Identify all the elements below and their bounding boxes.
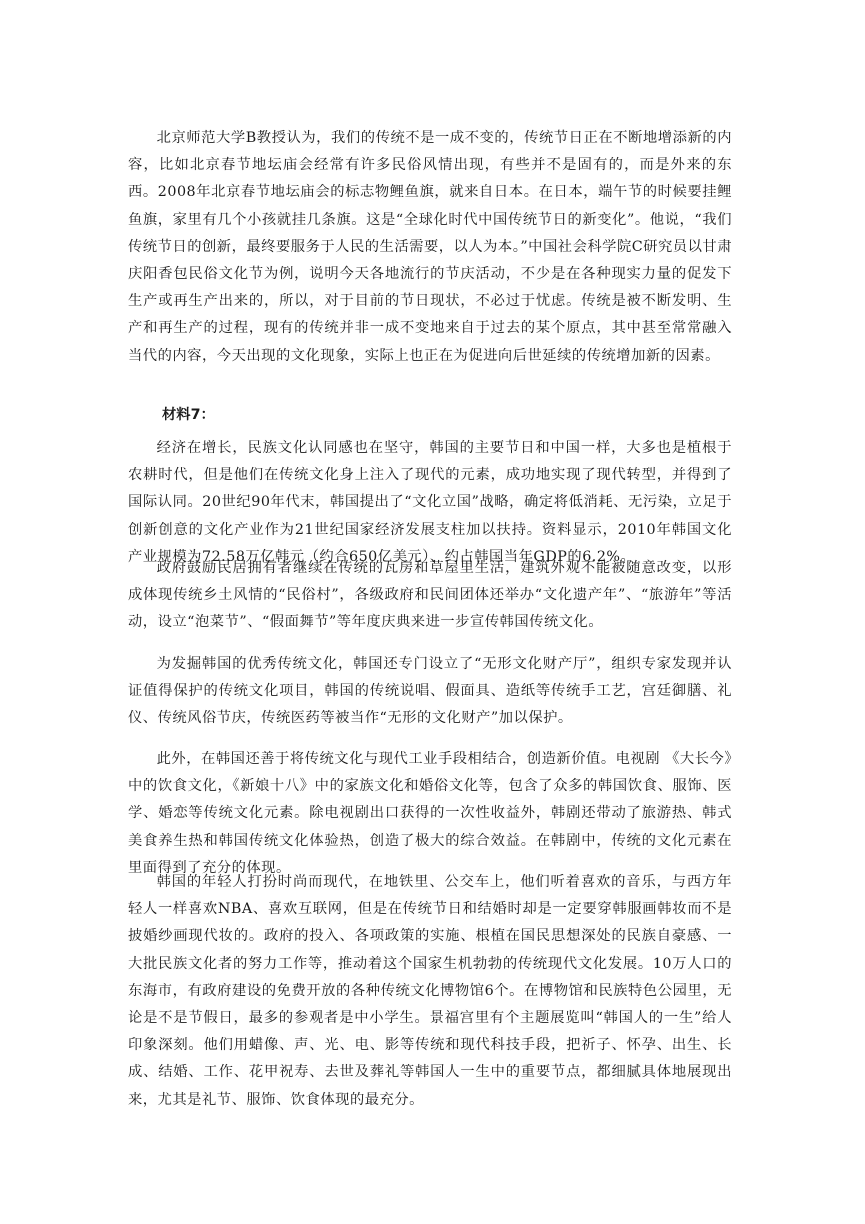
paragraph-intangible-heritage: 为发掘韩国的优秀传统文化，韩国还专门设立了“无形文化财产厅”，组织专家发现并认证值得保护的传统文化项目，韩国的传统说唱、假面具、造纸等传统手工艺，宫廷御膳、礼仪、传统风俗节庆，传统医药等被当作“无形的文化财产”加以保护。 (128, 656, 732, 727)
paragraph-folk-village: 政府鼓励民居拥有者继续在传统的瓦房和草屋里生活，建筑外观不能被随意改变，以形成体现传统乡土风情的“民俗村”，各级政府和民间团体还举办“文化遗产年”、“旅游年”等活动，设立“泡菜节”、“假面舞节”等年度庆典来进一步宣传韩国传统文化。 (128, 560, 732, 631)
paragraph-professor-b-opinion: 北京师范大学B教授认为，我们的传统不是一成不变的，传统节日正在不断地增添新的内容，比如北京春节地坛庙会经常有许多民俗风情出现，有些并不是固有的，而是外来的东西。2008年北京春节地坛庙会的标志物鲤鱼旗，就来自日本。在日本，端午节的时候要挂鲤鱼旗，家里有几个小孩就挂几条旗。这是“全球化时代中国传统节日的新变化”。他说，“我们传统节日的创新，最终要服务于人民的生活需要，以人为本。”中国社会科学院C研究员以甘肃庆阳香包民俗文化节为例，说明今天各地流行的节庆活动，不少是在各种现实力量的促发下生产或再生产出来的，所以，对于目前的节日现状，不必过于忧虑。传统是被不断发明、生产和再生产的过程，现有的传统并非一成不变地来自于过去的某个原点，其中甚至常常融入当代的内容，今天出现的文化现象，实际上也正在为促进向后世延续的传统增加新的因素。 (128, 130, 732, 364)
material-7-heading: 材料7： (162, 407, 215, 423)
paragraph-korean-drama: 此外，在韩国还善于将传统文化与现代工业手段相结合，创造新价值。电视剧 《大长今》中的饮食文化，《新娘十八》中的家族文化和婚俗文化等，包含了众多的韩国饮食、服饰、医学、婚恋等传统文化元素。除电视剧出口获得的一次性收益外，韩剧还带动了旅游热、韩式美食养生热和韩国传统文化体验热，创造了极大的综合效益。在韩剧中，传统的文化元素在里面得到了充分的体现。 (128, 751, 732, 876)
paragraph-korean-youth: 韩国的年轻人打扮时尚而现代，在地铁里、公交车上，他们听着喜欢的音乐，与西方年轻人一样喜欢NBA、喜欢互联网，但是在传统节日和结婚时却是一定要穿韩服画韩妆而不是披婚纱画现代妆的。政府的投入、各项政策的实施、根植在国民思想深处的民族自豪感、一大批民族文化者的努力工作等，推动着这个国家生机勃勃的传统现代文化发展。10万人口的东海市，有政府建设的免费开放的各种传统文化博物馆6个。在博物馆和民族特色公园里，无论是不是节假日，最多的参观者是中小学生。景福宫里有个主题展览叫“韩国人的一生”给人印象深刻。他们用蜡像、声、光、电、影等传统和现代科技手段，把祈子、怀孕、出生、长成、结婚、工作、花甲祝寿、去世及葬礼等韩国人一生中的重要节点，都细腻具体地展现出来，尤其是礼节、服饰、饮食体现的最充分。 (128, 874, 732, 1108)
paragraph-korea-economy: 经济在增长，民族文化认同感也在坚守，韩国的主要节日和中国一样，大多也是植根于农耕时代，但是他们在传统文化身上注入了现代的元素，成功地实现了现代转型，并得到了国际认同。20世纪90年代末，韩国提出了“文化立国”战略，确定将低消耗、无污染，立足于创新创意的文化产业作为21世纪国家经济发展支柱加以扶持。资料显示，2010年韩国文化产业规模为72.58万亿韩元（约合650亿美元）、约占韩国当年GDP的6.2%。 (128, 440, 732, 565)
